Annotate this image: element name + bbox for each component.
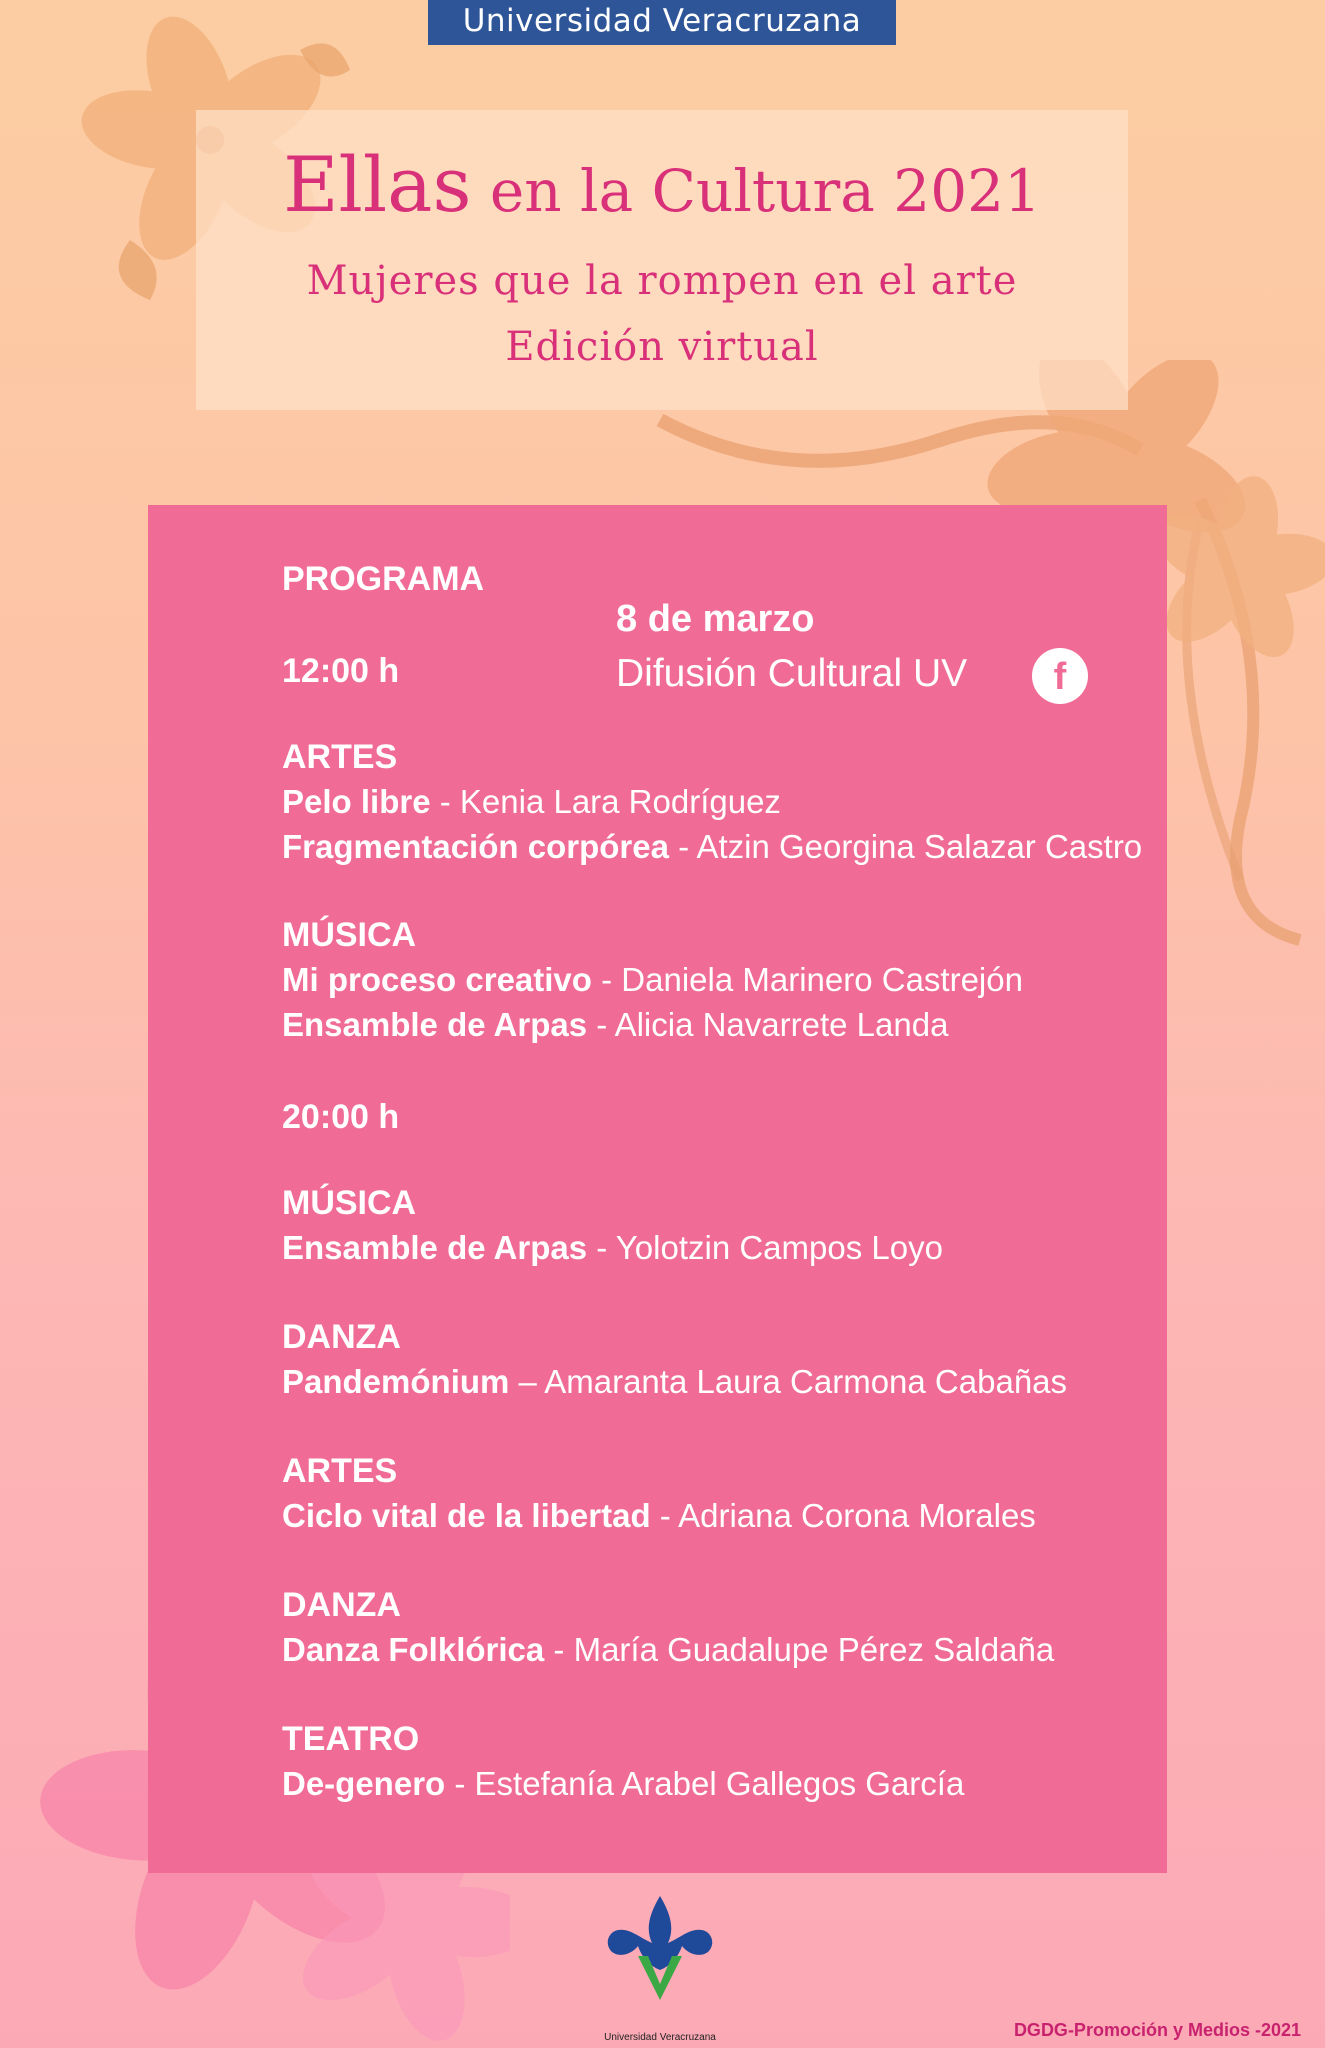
category-label: MÚSICA <box>282 1184 417 1222</box>
item-title: Pelo libre <box>282 783 431 820</box>
program-item <box>282 1006 948 1044</box>
event-subtitle: Mujeres que la rompen en el arte <box>306 258 1018 304</box>
event-title <box>196 140 1128 229</box>
event-title-word: Ellas <box>283 140 472 229</box>
event-date: 8 de marzo <box>616 598 815 640</box>
item-title: Ciclo vital de la libertad <box>282 1497 651 1534</box>
event-title-rest: en la Cultura 2021 <box>471 157 1041 225</box>
program-item <box>282 783 781 821</box>
time-slot-2: 20:00 h <box>282 1098 400 1136</box>
item-author: Yolotzin Campos Loyo <box>615 1229 943 1266</box>
item-author: Estefanía Arabel Gallegos García <box>474 1765 965 1802</box>
program-item <box>282 1497 1036 1535</box>
program-item <box>282 1631 1054 1669</box>
item-title: Mi proceso creativo <box>282 961 592 998</box>
item-title: Danza Folklórica <box>282 1631 545 1668</box>
item-separator: - <box>587 1229 616 1266</box>
item-title: Fragmentación corpórea <box>282 828 669 865</box>
logo-caption: Universidad Veracruzana <box>604 2032 716 2043</box>
item-author: Kenia Lara Rodríguez <box>459 783 781 820</box>
design-credit: DGDG-Promoción y Medios -2021 <box>1013 2020 1301 2040</box>
program-item <box>282 1229 943 1267</box>
item-separator: – <box>509 1363 545 1400</box>
university-logo <box>590 1888 730 2008</box>
item-author: Adriana Corona Morales <box>678 1497 1036 1534</box>
program-item <box>282 1363 1067 1401</box>
item-separator: - <box>668 828 697 865</box>
item-title: Ensamble de Arpas <box>282 1006 588 1043</box>
title-box <box>196 110 1128 410</box>
institution-banner: Universidad Veracruzana <box>428 0 896 45</box>
item-separator: - <box>650 1497 679 1534</box>
item-author: Alicia Navarrete Landa <box>614 1006 949 1043</box>
category-label: ARTES <box>282 1452 398 1490</box>
category-label: MÚSICA <box>282 916 417 954</box>
broadcast-channel: Difusión Cultural UV <box>616 652 968 695</box>
category-label: ARTES <box>282 738 398 776</box>
item-separator: - <box>587 1006 615 1043</box>
program-item <box>282 1765 964 1803</box>
item-separator: - <box>544 1631 574 1668</box>
event-edition: Edición virtual <box>505 324 819 370</box>
category-label: TEATRO <box>282 1720 420 1758</box>
item-separator: - <box>430 783 460 820</box>
item-author: Amaranta Laura Carmona Cabañas <box>544 1363 1068 1400</box>
item-title: Pandemónium <box>282 1363 510 1400</box>
item-separator: - <box>445 1765 475 1802</box>
program-heading: PROGRAMA <box>282 560 485 598</box>
item-author: Atzin Georgina Salazar Castro <box>696 828 1143 865</box>
program-item <box>282 961 1023 999</box>
time-slot-1: 12:00 h <box>282 652 400 690</box>
item-title: Ensamble de Arpas <box>282 1229 588 1266</box>
item-author: María Guadalupe Pérez Saldaña <box>573 1631 1055 1668</box>
program-item <box>282 828 1142 866</box>
item-author: Daniela Marinero Castrejón <box>621 961 1023 998</box>
category-label: DANZA <box>282 1318 401 1356</box>
facebook-icon[interactable]: f <box>1032 648 1088 704</box>
category-label: DANZA <box>282 1586 401 1624</box>
item-separator: - <box>591 961 622 998</box>
item-title: De-genero <box>282 1765 446 1802</box>
